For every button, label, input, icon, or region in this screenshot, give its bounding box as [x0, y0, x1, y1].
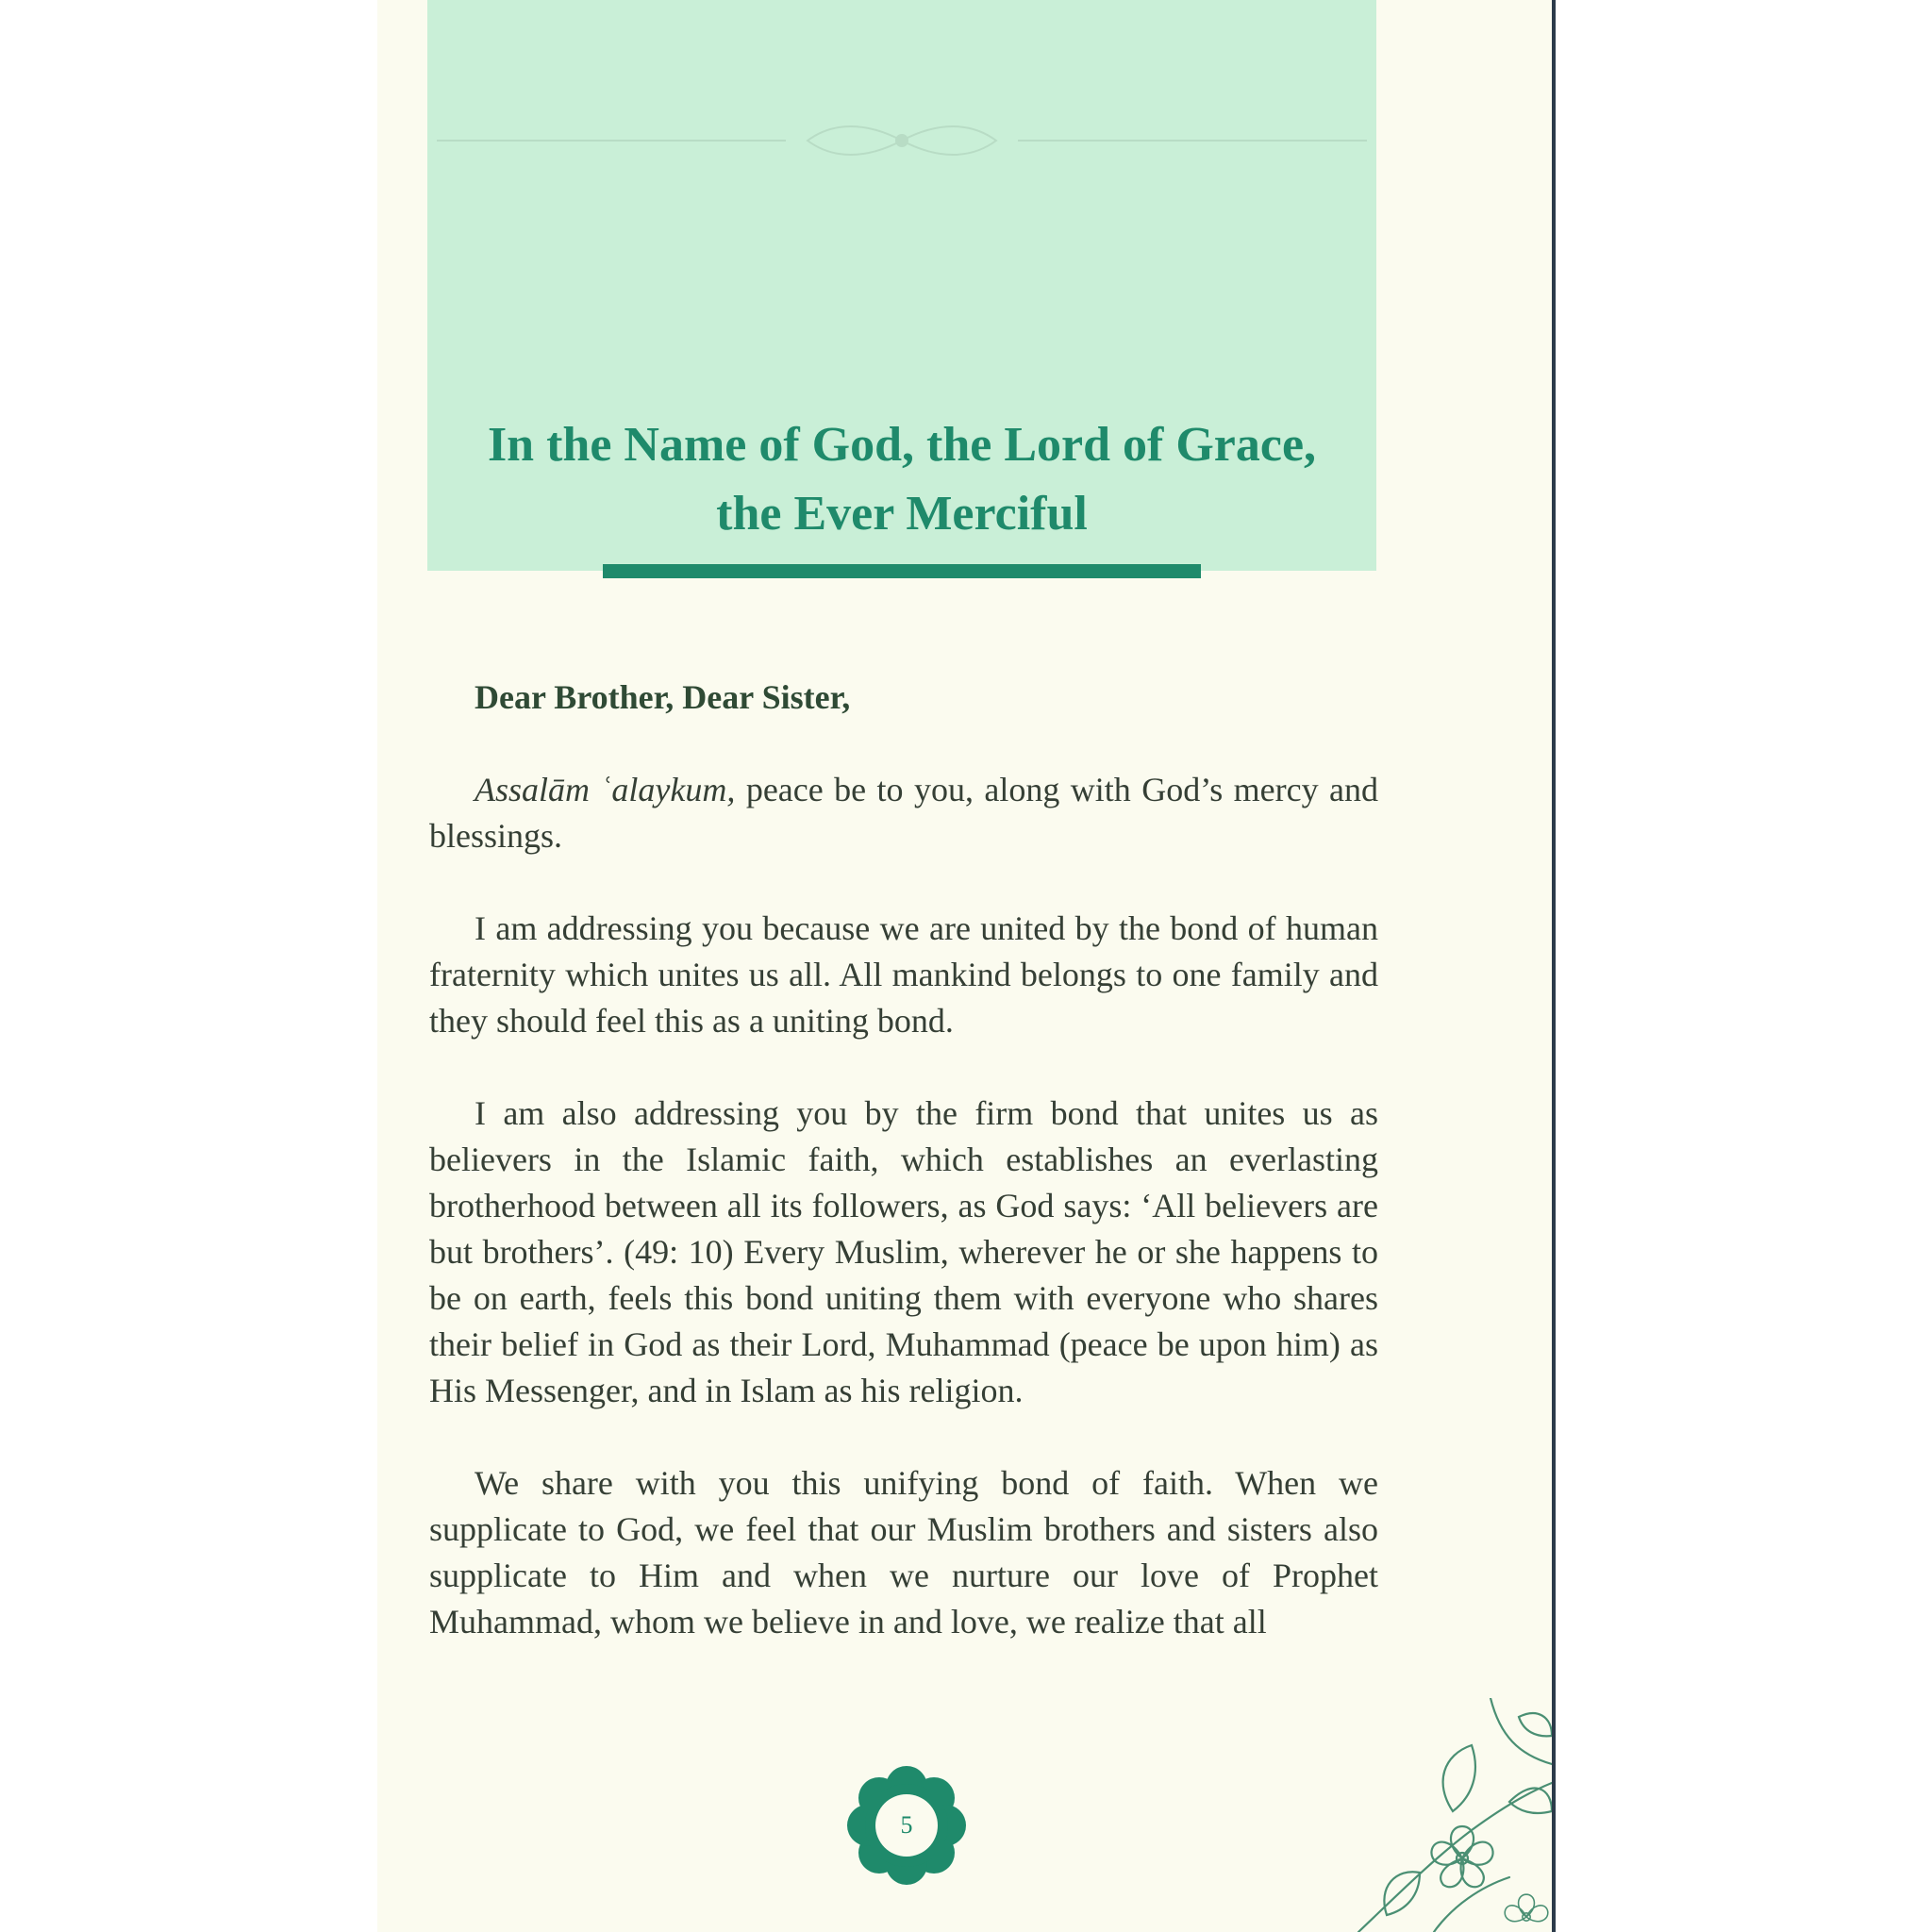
letter-body	[429, 675, 1378, 1691]
page-number: 5	[900, 1811, 913, 1839]
book-page	[377, 0, 1552, 1932]
paragraph-human-fraternity: I am addressing you because we are united by the bond of human fraternity which unites us all. All mankind belongs to one family and they should feel this as a uniting bond.	[429, 909, 1378, 1040]
paragraph-greeting	[429, 767, 1378, 859]
salutation: Dear Brother, Dear Sister,	[475, 678, 851, 716]
title-underline	[603, 564, 1201, 578]
book-edge	[1552, 0, 1556, 1932]
ornamental-divider-icon	[437, 117, 1367, 164]
paragraph-islamic-brotherhood: I am also addressing you by the firm bond that unites us as believers in the Islamic faith, which establishes an everlasting brotherhood between all its followers, as God says: ‘All believers are but brothers’. (49: 10) Every Muslim, wherever he or she happens to be on earth, feels this bond uniting them with everyone who shares their belief in God as their Lord, Muhammad (peace be upon him) as His Messenger, and in Islam as his religion.	[429, 1094, 1378, 1409]
paragraph-shared-faith: We share with you this unifying bond of faith. When we supplicate to God, we feel that our Muslim brothers and sisters also supplicate to Him and when we nurture our love of Prophet Muhammad, whom we believe in and love, we realize that all	[429, 1464, 1378, 1641]
page-title	[427, 410, 1376, 548]
title-line-2: the Ever Merciful	[716, 487, 1088, 541]
greeting-arabic: Assalām ʿalaykum,	[475, 771, 736, 808]
greeting-text: peace be to you, along with God’s mercy and blessings.	[429, 771, 1378, 855]
title-line-1: In the Name of God, the Lord of Grace,	[487, 418, 1317, 472]
floral-corner-icon	[1321, 1698, 1552, 1932]
